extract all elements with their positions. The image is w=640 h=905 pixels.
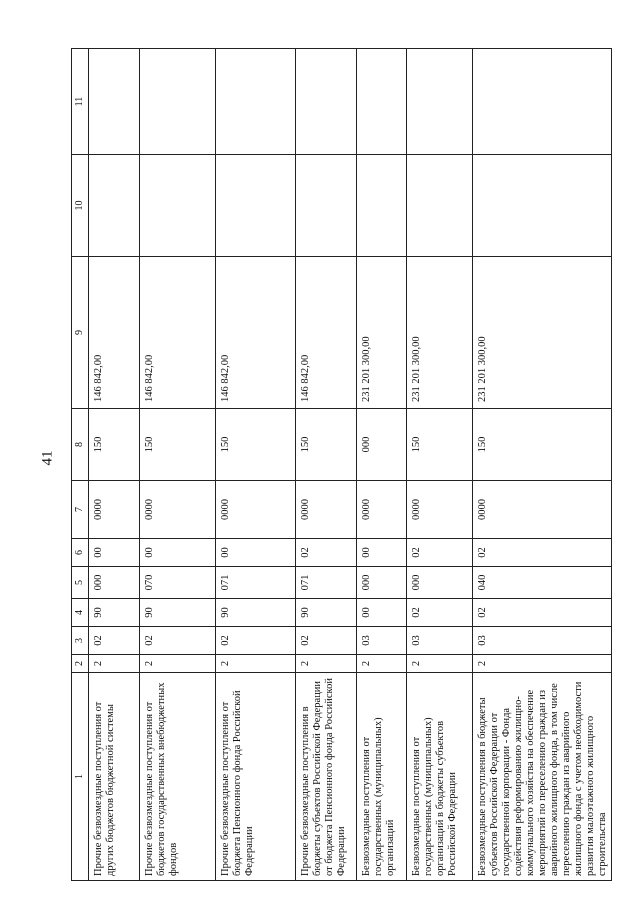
code-cell: 000 (357, 409, 407, 481)
code-cell: 071 (296, 567, 357, 599)
code-cell: 2 (473, 655, 612, 673)
table-area (71, 49, 608, 881)
column-header: 4 (72, 599, 89, 627)
amount-cell: 146 842,00 (89, 257, 140, 409)
code-cell: 2 (407, 655, 473, 673)
amount-cell (296, 49, 357, 155)
code-cell: 02 (89, 627, 140, 655)
row-name: Безвозмездные поступления от государственных (муниципальных) организаций (357, 673, 407, 881)
code-cell: 02 (140, 627, 216, 655)
code-cell: 040 (473, 567, 612, 599)
code-cell: 02 (473, 599, 612, 627)
amount-cell: 146 842,00 (296, 257, 357, 409)
amount-cell (473, 49, 612, 155)
code-cell: 90 (216, 599, 296, 627)
amount-cell: 146 842,00 (216, 257, 296, 409)
code-cell: 150 (473, 409, 612, 481)
column-header: 10 (72, 155, 89, 257)
code-cell: 90 (296, 599, 357, 627)
code-cell: 2 (89, 655, 140, 673)
row-name: Прочие безвозмездные поступления от бюджета Пенсионного фонда Российской Федерации (216, 673, 296, 881)
column-header: 9 (72, 257, 89, 409)
code-cell: 0000 (296, 481, 357, 539)
code-cell: 02 (216, 627, 296, 655)
code-cell: 0000 (140, 481, 216, 539)
amount-cell (216, 155, 296, 257)
column-header: 7 (72, 481, 89, 539)
code-cell: 00 (357, 599, 407, 627)
code-cell: 03 (407, 627, 473, 655)
budget-revenue-table (71, 48, 612, 881)
code-cell: 02 (407, 599, 473, 627)
code-cell: 150 (296, 409, 357, 481)
table-row (216, 49, 296, 881)
column-header: 5 (72, 567, 89, 599)
code-cell: 90 (140, 599, 216, 627)
amount-cell (140, 155, 216, 257)
table-row (296, 49, 357, 881)
code-cell: 02 (407, 539, 473, 567)
column-header: 8 (72, 409, 89, 481)
table-header-row (72, 49, 89, 881)
code-cell: 00 (357, 539, 407, 567)
column-header: 3 (72, 627, 89, 655)
amount-cell: 231 201 300,00 (407, 257, 473, 409)
row-name: Прочие безвозмездные поступления от других бюджетов бюджетной системы (89, 673, 140, 881)
amount-cell: 146 842,00 (140, 257, 216, 409)
amount-cell (473, 155, 612, 257)
row-name: Безвозмездные поступления от государственных (муниципальных) организаций в бюджеты субъектов Российской Федерации (407, 673, 473, 881)
code-cell: 000 (89, 567, 140, 599)
code-cell: 02 (296, 627, 357, 655)
amount-cell (357, 49, 407, 155)
amount-cell (407, 49, 473, 155)
row-name: Прочие безвозмездные поступления в бюджеты субъектов Российской Федерации от бюджета Пенсионного фонда Российской Федерации (296, 673, 357, 881)
code-cell: 071 (216, 567, 296, 599)
code-cell: 000 (407, 567, 473, 599)
code-cell: 2 (296, 655, 357, 673)
code-cell: 150 (407, 409, 473, 481)
table-row (140, 49, 216, 881)
amount-cell: 231 201 300,00 (357, 257, 407, 409)
table-row (473, 49, 612, 881)
amount-cell (407, 155, 473, 257)
column-header: 6 (72, 539, 89, 567)
code-cell: 070 (140, 567, 216, 599)
amount-cell (357, 155, 407, 257)
code-cell: 000 (357, 567, 407, 599)
code-cell: 2 (216, 655, 296, 673)
rotated-table-wrapper (71, 49, 608, 881)
table-row (357, 49, 407, 881)
column-header: 1 (72, 673, 89, 881)
amount-cell (216, 49, 296, 155)
code-cell: 90 (89, 599, 140, 627)
code-cell: 02 (296, 539, 357, 567)
code-cell: 00 (216, 539, 296, 567)
code-cell: 150 (89, 409, 140, 481)
code-cell: 150 (140, 409, 216, 481)
code-cell: 2 (357, 655, 407, 673)
code-cell: 03 (473, 627, 612, 655)
code-cell: 00 (140, 539, 216, 567)
code-cell: 2 (140, 655, 216, 673)
page-number: 41 (39, 450, 56, 466)
amount-cell: 231 201 300,00 (473, 257, 612, 409)
column-header: 11 (72, 49, 89, 155)
column-header: 2 (72, 655, 89, 673)
code-cell: 0000 (407, 481, 473, 539)
code-cell: 0000 (216, 481, 296, 539)
amount-cell (296, 155, 357, 257)
code-cell: 00 (89, 539, 140, 567)
code-cell: 150 (216, 409, 296, 481)
code-cell: 0000 (357, 481, 407, 539)
row-name: Безвозмездные поступления в бюджеты субъектов Российской Федерации от государственной корпорации - Фонда содействия реформированию жилищно-коммунального хозяйства на обеспечение мероприятий по переселению граждан из аварийного жилищного фонда, в том числе переселению граждан из аварийного жилищного фонда с учетом необходимости развития малоэтажного жилищного строительства (473, 673, 612, 881)
code-cell: 02 (473, 539, 612, 567)
amount-cell (140, 49, 216, 155)
amount-cell (89, 155, 140, 257)
code-cell: 0000 (89, 481, 140, 539)
code-cell: 0000 (473, 481, 612, 539)
amount-cell (89, 49, 140, 155)
table-row (407, 49, 473, 881)
code-cell: 03 (357, 627, 407, 655)
row-name: Прочие безвозмездные поступления от бюджетов государственных внебюджетных фондов (140, 673, 216, 881)
table-row (89, 49, 140, 881)
